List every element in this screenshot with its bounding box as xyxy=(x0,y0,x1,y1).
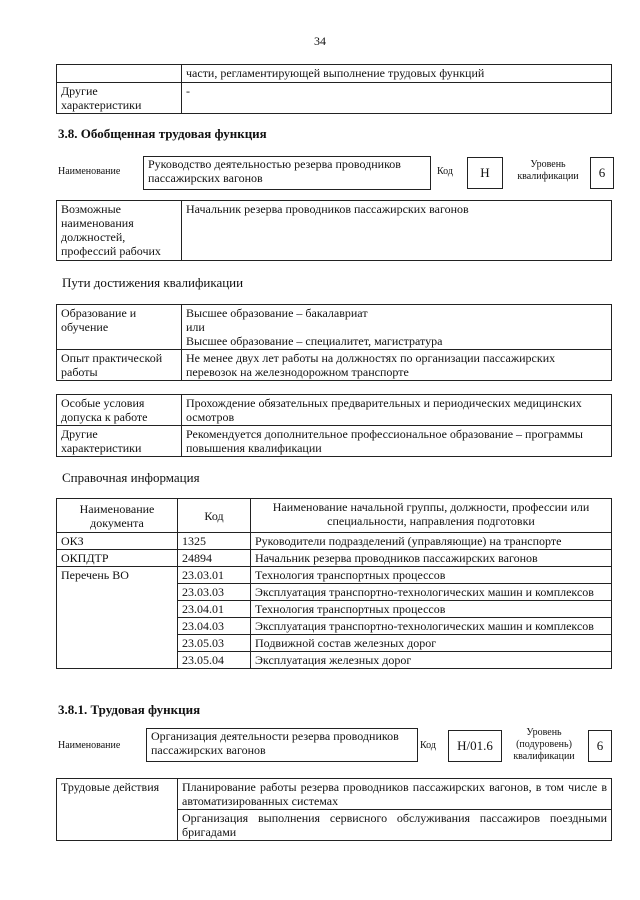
ref-code: 23.04.01 xyxy=(178,601,251,618)
tf-level-label: Уровень (подуровень) квалификации xyxy=(513,727,575,762)
top-table-other-value: - xyxy=(182,83,612,114)
paths-table-2 xyxy=(56,394,612,457)
ref-name: Эксплуатация транспортно-технологических машин и комплексов xyxy=(251,584,612,601)
other-value: Рекомендуется дополнительное профессиональное образование – программы повышения квалификации xyxy=(182,426,612,457)
reference-title: Справочная информация xyxy=(62,470,200,485)
ref-code: 23.03.01 xyxy=(178,567,251,584)
ref-name: Технология транспортных процессов xyxy=(251,601,612,618)
gf-level-label: Уровень квалификации xyxy=(517,159,579,182)
ref-code: 23.04.03 xyxy=(178,618,251,635)
actions-label: Трудовые действия xyxy=(57,779,178,841)
gf-code-label: Код xyxy=(437,166,453,177)
ref-name: Эксплуатация железных дорог xyxy=(251,652,612,669)
section-heading-3-8: 3.8. Обобщенная трудовая функция xyxy=(58,126,267,141)
tf-code-value: Н/01.6 xyxy=(448,730,502,762)
gf-name-value: Руководство деятельностью резерва проводников пассажирских вагонов xyxy=(143,156,431,190)
conditions-label: Особые условия допуска к работе xyxy=(57,395,182,426)
paths-title: Пути достижения квалификации xyxy=(62,275,244,290)
other-label: Другие характеристики xyxy=(57,426,182,457)
action-item: Планирование работы резерва проводников пассажирских вагонов, в том числе в автоматизированных системах xyxy=(178,779,612,810)
conditions-value: Прохождение обязательных предварительных и периодических медицинских осмотров xyxy=(182,395,612,426)
ref-header-name: Наименование начальной группы, должности, профессии или специальности, направления подготовки xyxy=(251,499,612,533)
table-row xyxy=(57,533,612,550)
top-table-row1-value: части, регламентирующей выполнение трудовых функций xyxy=(182,65,612,83)
ref-code: 24894 xyxy=(178,550,251,567)
education-line-1: Высшее образование – бакалавриат xyxy=(186,306,368,320)
ref-code: 23.03.03 xyxy=(178,584,251,601)
section-heading-3-8-1: 3.8.1. Трудовая функция xyxy=(58,702,201,717)
table-row xyxy=(57,550,612,567)
ref-doc: ОКПДТР xyxy=(57,550,178,567)
tf-level-value: 6 xyxy=(588,730,612,762)
positions-table xyxy=(56,200,612,261)
action-item: Организация выполнения сервисного обслуживания пассажиров поездными бригадами xyxy=(178,810,612,841)
education-label: Образование и обучение xyxy=(57,305,182,350)
tf-name-value: Организация деятельности резерва проводников пассажирских вагонов xyxy=(146,728,418,762)
ref-name: Подвижной состав железных дорог xyxy=(251,635,612,652)
paths-table-1 xyxy=(56,304,612,381)
actions-table xyxy=(56,778,612,841)
education-value xyxy=(182,305,612,350)
ref-header-doc: Наименование документа xyxy=(57,499,178,533)
experience-label: Опыт практической работы xyxy=(57,350,182,381)
ref-name: Руководители подразделений (управляющие) на транспорте xyxy=(251,533,612,550)
ref-header-code: Код xyxy=(178,499,251,533)
ref-code: 1325 xyxy=(178,533,251,550)
tf-name-label: Наименование xyxy=(58,740,121,751)
table-row xyxy=(57,567,612,584)
ref-doc: ОКЗ xyxy=(57,533,178,550)
gf-level-value: 6 xyxy=(590,157,614,189)
reference-table xyxy=(56,498,612,669)
positions-label: Возможные наименования должностей, профессий рабочих xyxy=(57,201,182,261)
top-table-empty-cell xyxy=(57,65,182,83)
education-line-3: Высшее образование – специалитет, магистратура xyxy=(186,334,443,348)
ref-doc: Перечень ВО xyxy=(57,567,178,669)
ref-name: Начальник резерва проводников пассажирских вагонов xyxy=(251,550,612,567)
gf-code-value: Н xyxy=(467,157,503,189)
page-number: 34 xyxy=(314,34,326,48)
top-table xyxy=(56,64,612,114)
ref-name: Технология транспортных процессов xyxy=(251,567,612,584)
top-table-other-label: Другие характеристики xyxy=(57,83,182,114)
positions-value: Начальник резерва проводников пассажирских вагонов xyxy=(182,201,612,261)
gf-name-label: Наименование xyxy=(58,166,121,177)
ref-code: 23.05.03 xyxy=(178,635,251,652)
ref-name: Эксплуатация транспортно-технологических машин и комплексов xyxy=(251,618,612,635)
tf-code-label: Код xyxy=(420,740,436,751)
experience-value: Не менее двух лет работы на должностях по организации пассажирских перевозок на железнодорожном транспорте xyxy=(182,350,612,381)
ref-code: 23.05.04 xyxy=(178,652,251,669)
education-line-2: или xyxy=(186,320,205,334)
